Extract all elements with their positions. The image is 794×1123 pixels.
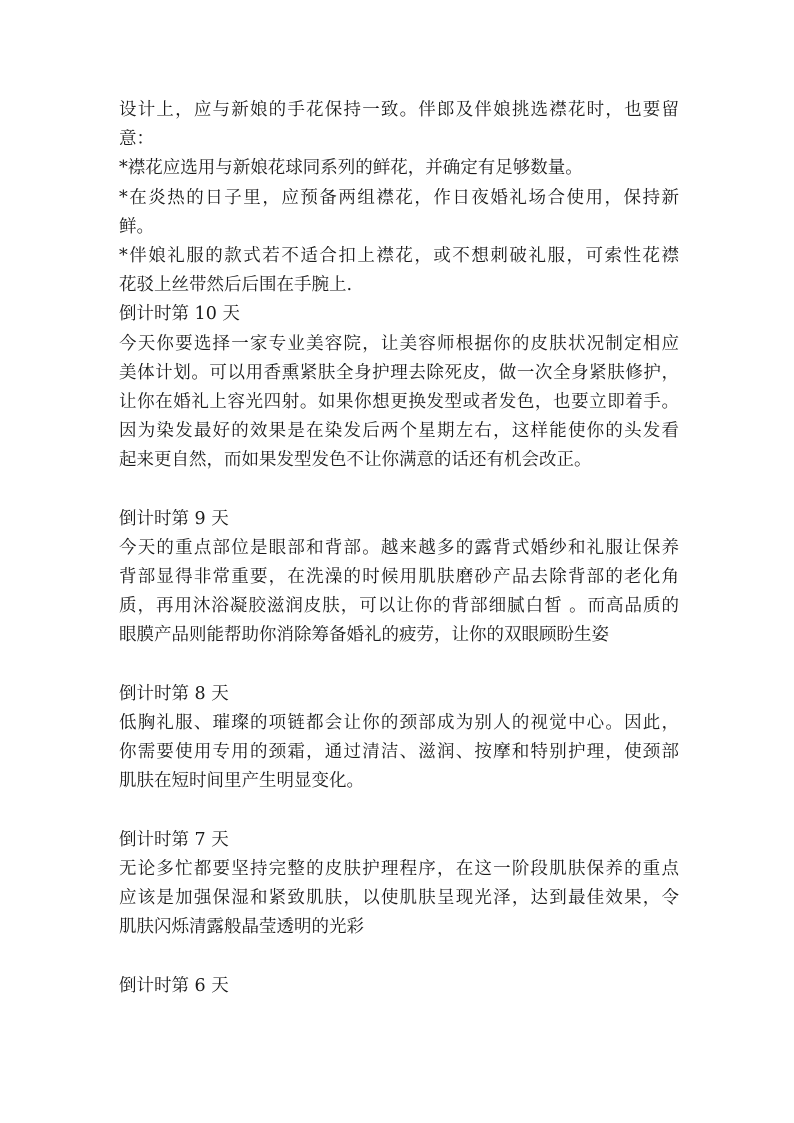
section-heading: 倒计时第 10 天: [119, 304, 240, 325]
blank-line: [119, 651, 679, 680]
list-item: *襟花应选用与新娘花球同系列的鲜花，并确定有足够数量。: [119, 158, 583, 179]
blank-line: [119, 797, 679, 826]
text-line: 你需要使用专用的颈霜，通过清洁、滋润、按摩和特别护理，使颈部: [119, 742, 679, 763]
document-body: [119, 96, 679, 1001]
section-heading: 倒计时第 8 天: [119, 683, 229, 704]
section-day-7: [119, 826, 679, 943]
text-line: 无论多忙都要坚持完整的皮肤护理程序，在这一阶段肌肤保养的重点: [119, 858, 679, 879]
intro-paragraph: [119, 96, 679, 154]
text-line: 设计上，应与新娘的手花保持一致。伴郎及伴娘挑选襟花时，也要留: [119, 100, 679, 120]
text-line: 质，再用沐浴凝胶滋润皮肤，可以让你的背部细腻白皙 。而高品质的: [119, 596, 679, 617]
text-line: 肌肤闪烁清露般晶莹透明的光彩: [119, 917, 364, 938]
text-line: 肌肤在短时间里产生明显变化。: [119, 771, 364, 792]
section-day-10: [119, 300, 679, 475]
blank-line: [119, 475, 679, 504]
text-line: 起来更自然，而如果发型发色不让你满意的话还有机会改正。: [119, 450, 592, 471]
text-line: 今天的重点部位是眼部和背部。越来越多的露背式婚纱和礼服让保养: [119, 537, 679, 558]
section-day-6: [119, 972, 679, 1001]
text-line: 美体计划。可以用香熏紧肤全身护理去除死皮，做一次全身紧肤修护，: [119, 362, 679, 383]
text-line: 眼膜产品则能帮助你消除筹备婚礼的疲劳，让你的双眼顾盼生姿: [119, 625, 609, 646]
list-item: *伴娘礼服的款式若不适合扣上襟花，或不想刺破礼服，可索性花襟: [119, 245, 679, 266]
text-line: 应该是加强保湿和紧致肌肤，以使肌肤呈现光泽，达到最佳效果，令: [119, 888, 679, 909]
text-line: 因为染发最好的效果是在染发后两个星期左右，这样能使你的头发看: [119, 421, 679, 442]
text-line: 今天你要选择一家专业美容院，让美容师根据你的皮肤状况制定相应: [119, 333, 679, 354]
section-day-9: [119, 505, 679, 651]
section-heading: 倒计时第 7 天: [119, 829, 229, 850]
section-day-8: [119, 680, 679, 797]
text-line: 低胸礼服、璀璨的项链都会让你的颈部成为别人的视觉中心。因此，: [119, 712, 679, 733]
text-line: 背部显得非常重要，在洗澡的时候用肌肤磨砂产品去除背部的老化角: [119, 567, 679, 587]
section-heading: 倒计时第 6 天: [119, 975, 229, 996]
boutonniere-tips-list: [119, 154, 679, 300]
list-item-continuation: 鲜。: [119, 216, 154, 237]
text-line: 意：: [119, 129, 154, 150]
list-item: *在炎热的日子里，应预备两组襟花，作日夜婚礼场合使用，保持新: [119, 187, 679, 208]
blank-line: [119, 942, 679, 971]
text-line: 让你在婚礼上容光四射。如果你想更换发型或者发色，也要立即着手。: [119, 391, 679, 412]
list-item-continuation: 花驳上丝带然后后围在手腕上.: [119, 275, 353, 296]
section-heading: 倒计时第 9 天: [119, 508, 229, 529]
